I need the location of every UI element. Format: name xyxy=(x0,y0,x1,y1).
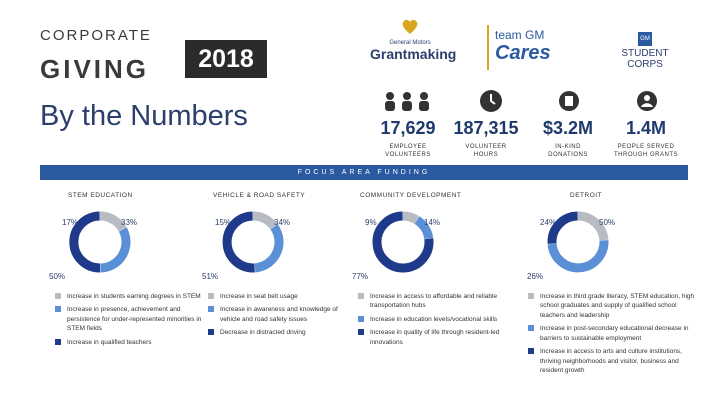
donut-segment-0-1 xyxy=(100,229,126,268)
year-badge: 2018 xyxy=(185,40,267,78)
legend-swatch xyxy=(358,329,364,335)
clock-icon xyxy=(479,89,503,113)
focus-title-2: COMMUNITY DEVELOPMENT xyxy=(360,192,462,199)
legend-text: Increase in awareness and knowledge of vehicle and road safety issues xyxy=(220,306,338,323)
legend-text: Increase in students earning degrees in STEM xyxy=(67,293,201,300)
focus-legend-2 xyxy=(358,292,518,351)
donut-segment-1-0 xyxy=(253,216,274,226)
people-icon xyxy=(382,90,432,112)
legend-swatch xyxy=(528,348,534,354)
student-corps-logo: GM STUDENT CORPS xyxy=(605,32,685,70)
donut-label-0-a: 17% xyxy=(62,218,79,227)
teamgm-cares-logo: team GM Cares xyxy=(495,28,551,64)
logo-divider xyxy=(487,25,489,70)
legend-swatch xyxy=(55,293,61,299)
stat-donations: $3.2M IN-KIND DONATIONS xyxy=(542,118,594,159)
donut-label-2-a: 9% xyxy=(365,218,377,227)
grantmaking-logo: General Motors Grantmaking xyxy=(370,15,450,62)
stat-hours: 187,315 VOLUNTEER HOURS xyxy=(453,118,519,159)
focus-legend-0 xyxy=(55,292,205,351)
donut-segment-2-2 xyxy=(377,216,429,268)
heart-hand-icon xyxy=(399,15,421,37)
donut-label-1-c: 51% xyxy=(202,272,219,281)
donut-label-3-b: 50% xyxy=(599,218,616,227)
legend-text: Increase in access to affordable and reliable transportation hubs xyxy=(370,293,498,310)
legend-item xyxy=(55,292,205,301)
legend-swatch xyxy=(528,293,534,299)
legend-text: Increase in quality of life through resident-led innovations xyxy=(370,329,500,346)
focus-title-0: STEM EDUCATION xyxy=(68,192,133,199)
donut-label-2-c: 77% xyxy=(352,272,369,281)
legend-text: Decrease in distracted driving xyxy=(220,329,306,337)
donut-label-0-b: 33% xyxy=(121,218,138,227)
legend-swatch xyxy=(208,293,214,299)
donut-label-3-c: 26% xyxy=(527,272,544,281)
donut-label-3-a: 24% xyxy=(540,218,557,227)
legend-swatch xyxy=(358,293,364,299)
donut-label-1-b: 34% xyxy=(274,218,291,227)
legend-item xyxy=(55,305,205,333)
stat-people-served: 1.4M PEOPLE SERVED THROUGH GRANTS xyxy=(614,118,678,159)
donut-segment-3-1 xyxy=(552,240,604,267)
legend-swatch xyxy=(55,339,61,345)
legend-item xyxy=(208,328,353,337)
header-giving: GIVING xyxy=(40,54,150,84)
legend-text: Increase in access to arts and culture institutions, thriving neighborhoods and visitor, business and resident growth xyxy=(540,348,682,374)
donation-icon xyxy=(558,90,580,112)
focus-area-band: FOCUS AREA FUNDING xyxy=(40,165,688,180)
legend-text: Increase in education levels/vocational skills xyxy=(370,315,498,323)
legend-item xyxy=(208,305,353,324)
donut-segment-0-0 xyxy=(100,216,123,229)
legend-item xyxy=(55,338,205,347)
legend-item xyxy=(358,292,518,311)
legend-item xyxy=(358,315,518,324)
person-served-icon xyxy=(636,90,658,112)
legend-text: Increase in post-secondary educational decrease in barriers to sustainable employment xyxy=(540,325,689,342)
focus-title-3: DETROIT xyxy=(570,192,603,199)
legend-swatch xyxy=(208,329,214,335)
legend-item xyxy=(358,328,518,347)
donut-segment-1-1 xyxy=(255,227,279,268)
focus-title-1: VEHICLE & ROAD SAFETY xyxy=(213,192,306,199)
donut-label-2-b: 14% xyxy=(424,218,441,227)
header-corporate: CORPORATE xyxy=(40,27,152,44)
legend-item xyxy=(528,324,698,343)
legend-swatch xyxy=(358,316,364,322)
focus-legend-1 xyxy=(208,292,353,342)
legend-text: Increase in seat belt usage xyxy=(220,293,298,300)
legend-text: Increase in third grade literacy, STEM education, high school graduates and supply of qualified school teachers and leadership xyxy=(540,293,695,319)
legend-swatch xyxy=(528,325,534,331)
legend-swatch xyxy=(208,306,214,312)
donut-segment-2-0 xyxy=(403,216,417,220)
page-subtitle: By the Numbers xyxy=(40,100,248,132)
legend-item xyxy=(528,292,698,320)
legend-text: Increase in qualified teachers xyxy=(67,338,152,346)
donut-label-1-a: 15% xyxy=(215,218,232,227)
legend-swatch xyxy=(55,306,61,312)
stat-volunteers: 17,629 EMPLOYEE VOLUNTEERS xyxy=(380,118,436,159)
legend-item xyxy=(528,347,698,375)
legend-item xyxy=(208,292,353,301)
legend-text: Increase in presence, achievement and persistence for under-represented minorities in STEM fields xyxy=(67,306,202,333)
donut-segment-1-2 xyxy=(227,216,255,268)
focus-legend-3 xyxy=(528,292,698,379)
donut-label-0-c: 50% xyxy=(49,272,66,281)
